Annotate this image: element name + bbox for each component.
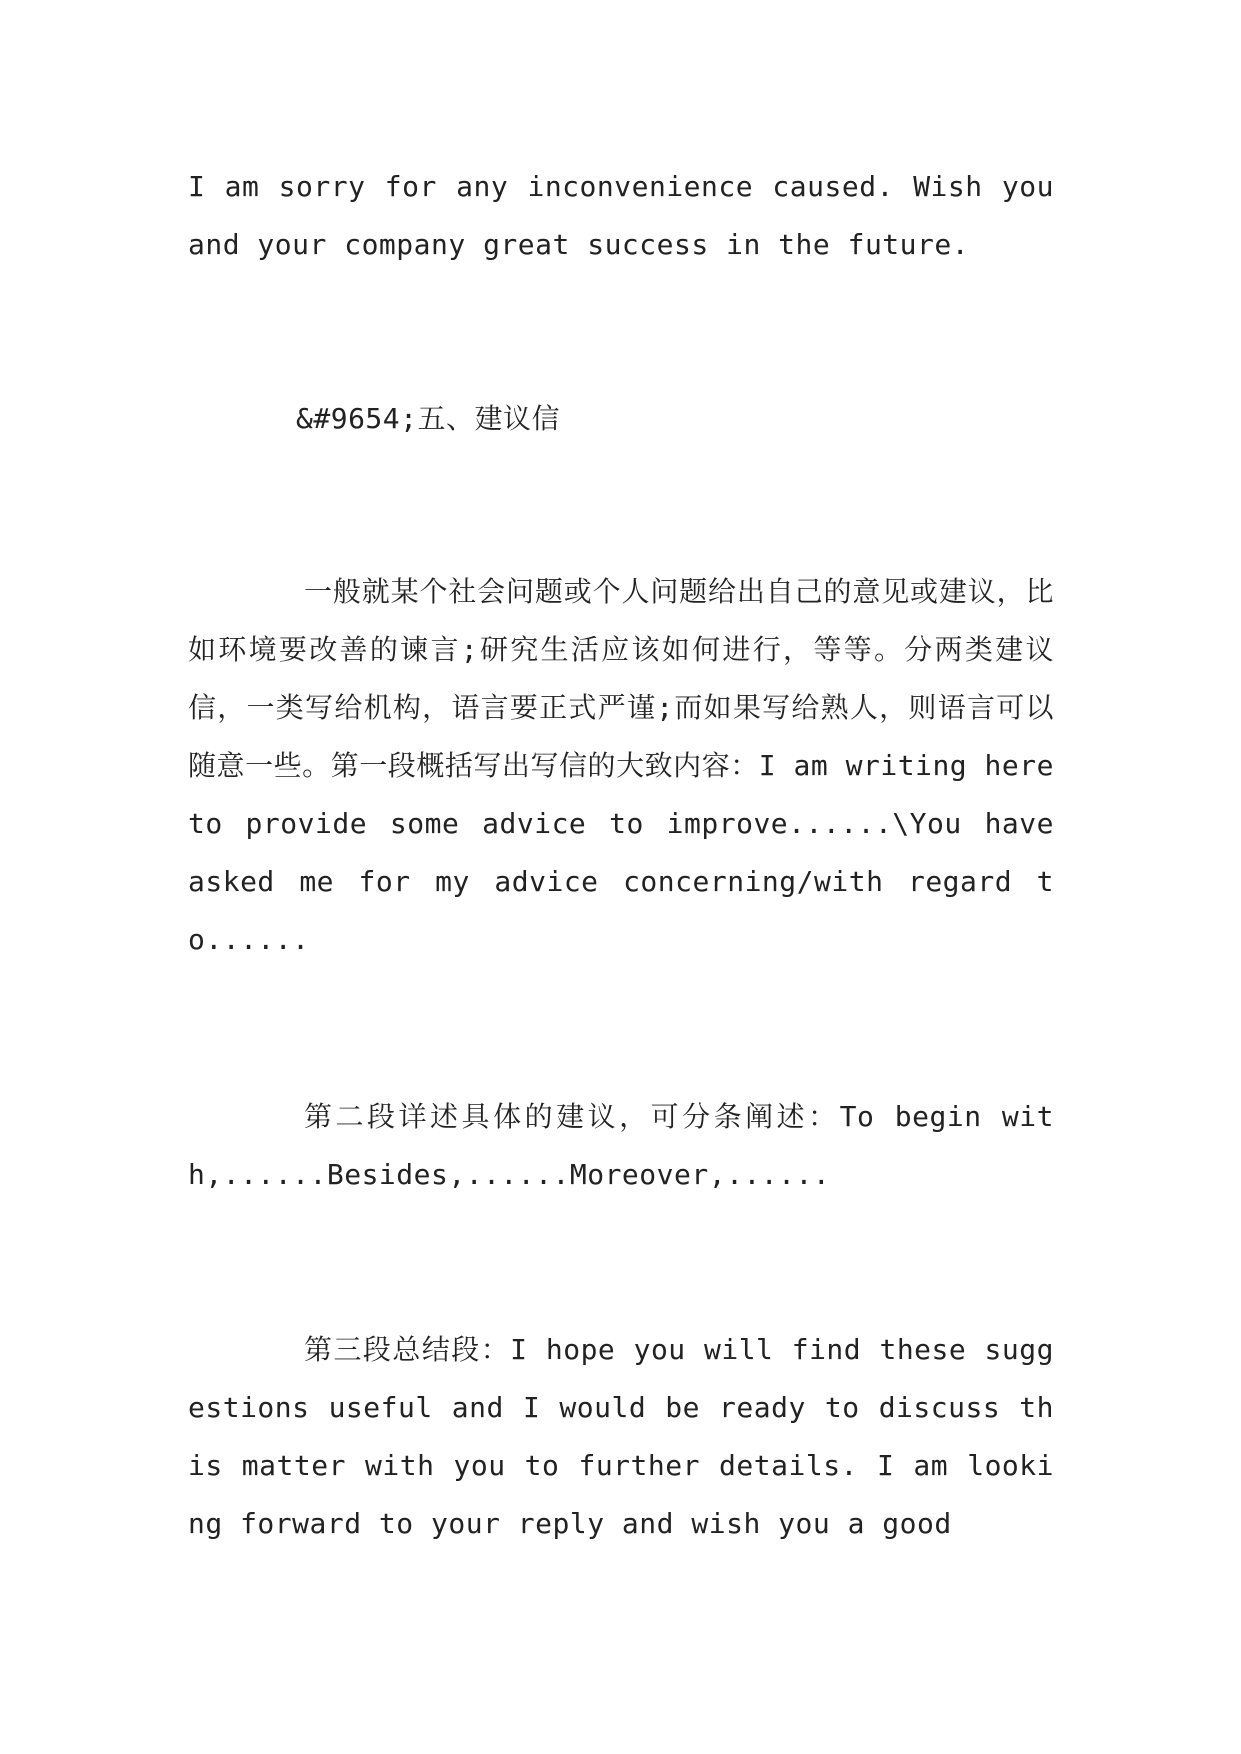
second-paragraph: 第二段详述具体的建议，可分条阐述：To begin with,......Besides,......Moreover,...... (188, 1100, 1054, 1191)
section-heading: &#9654;五、建议信 (296, 402, 561, 435)
third-paragraph: 第三段总结段：I hope you will find these suggestions useful and I would be ready to discuss this matter with you to further details. I am looking forward to your reply and wish you a good (188, 1333, 1054, 1540)
intro-paragraph: 一般就某个社会问题或个人问题给出自己的意见或建议，比如环境要改善的谏言;研究生活应该如何进行，等等。分两类建议信，一类写给机构，语言要正式严谨;而如果写给熟人，则语言可以随意一些。第一段概括写出写信的大致内容：I am writing here to provide some advice to improve......\You have asked me for my advice concerning/with regard to...... (188, 575, 1054, 956)
closing-paragraph: I am sorry for any inconvenience caused. Wish you and your company great success in the future. (188, 170, 1054, 261)
